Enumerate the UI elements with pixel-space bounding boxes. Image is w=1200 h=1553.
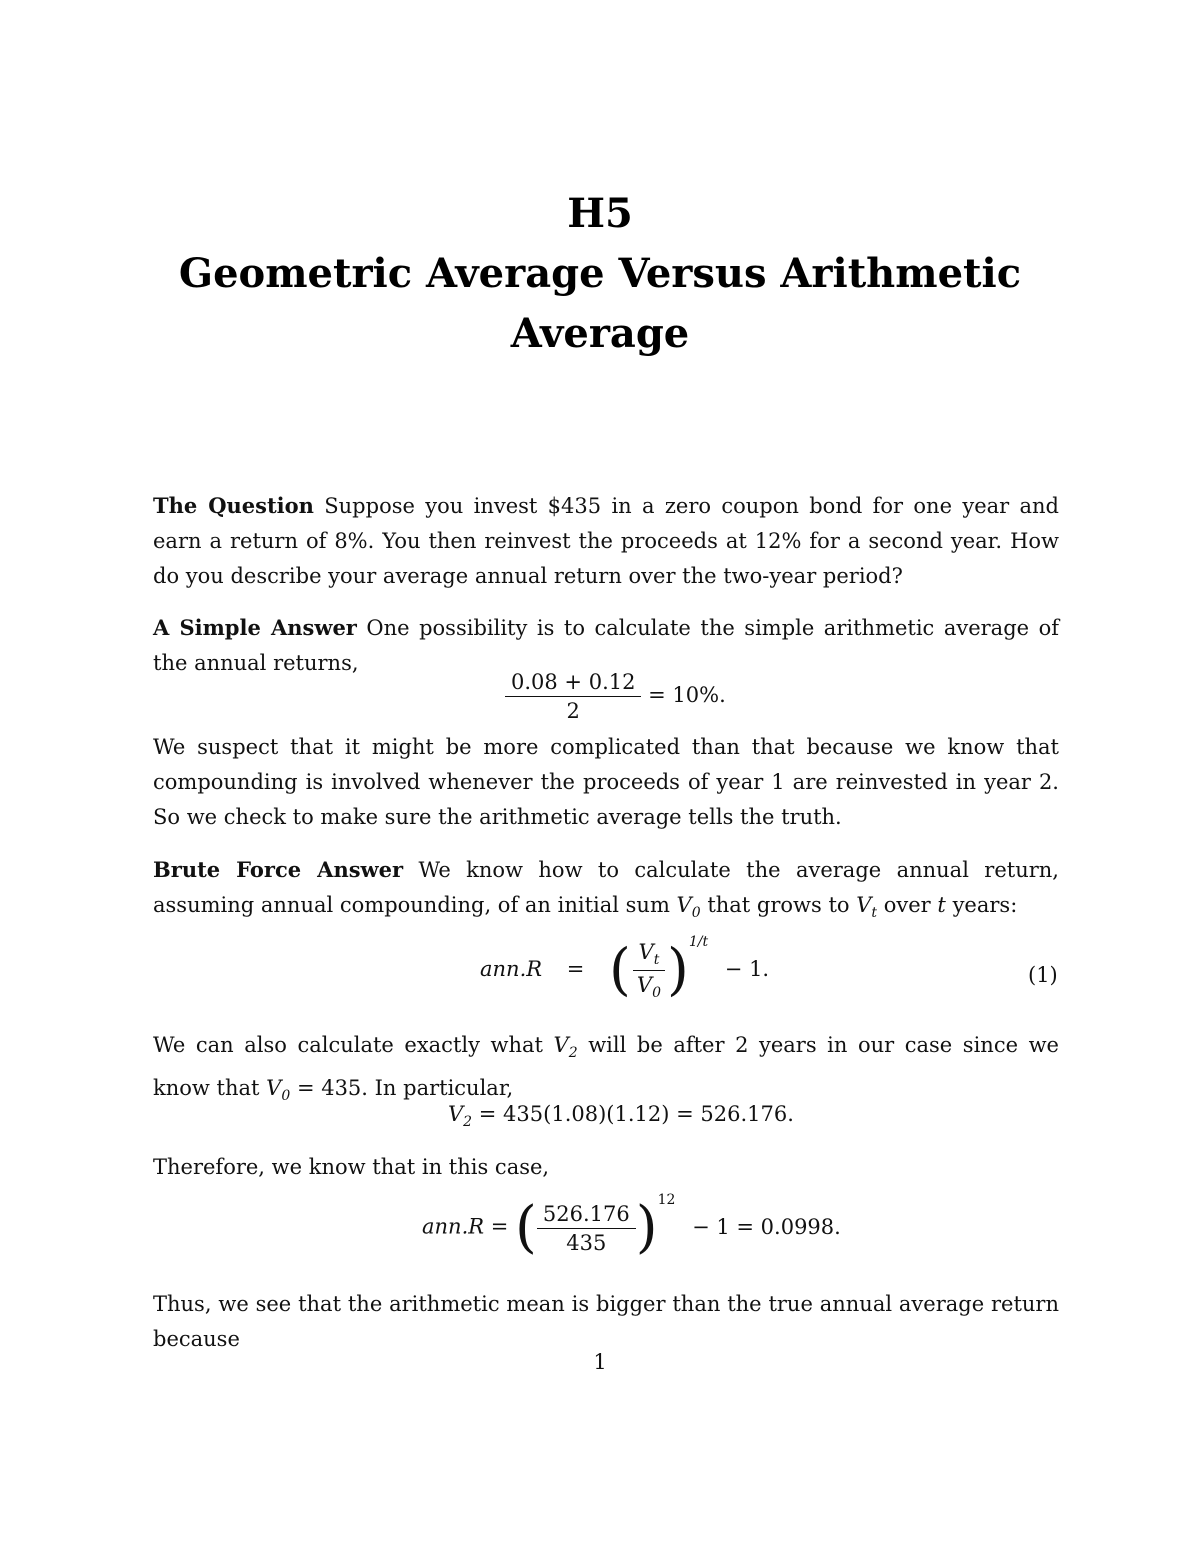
therefore-text: Therefore, we know that in this case, <box>153 1155 550 1179</box>
fraction-numerator: 0.08 + 0.12 <box>505 670 641 697</box>
page-number: 1 <box>593 1350 607 1374</box>
brute-force-paragraph <box>153 852 1059 931</box>
brute-force-heading: Brute Force Answer <box>153 857 404 882</box>
eq2-exponent: 12 <box>657 1191 676 1208</box>
eq1-lhs: ann.R <box>480 957 543 982</box>
eq2-rhs: − 1 = 0.0998. <box>692 1214 841 1239</box>
brute-force-text-b: that grows to <box>707 893 850 917</box>
fraction-denominator: 2 <box>566 699 580 723</box>
suspect-paragraph: We suspect that it might be more complicated than that because we know that compounding is involved whenever the proceeds of year 1 are reinvested in year 2. So we check to make sure the arithmetic average tells the truth. <box>153 735 1059 829</box>
thus-paragraph: Thus, we see that the arithmetic mean is bigger than the true annual average return because <box>153 1292 1059 1351</box>
equation-1 <box>480 934 770 1003</box>
eq2-lhs: ann.R = <box>422 1214 509 1239</box>
page-title: Geometric Average Versus Arithmetic <box>178 250 1022 297</box>
calculation-paragraph: We can also calculate exactly what $V_2$ will be after 2 years in our case since we know that $V_0 = 435$. In particular, <box>153 1033 1059 1105</box>
arithmetic-fraction <box>505 670 641 723</box>
symbol-vt: $V_t$ <box>856 893 878 922</box>
brute-force-text-c: over <box>883 893 931 917</box>
eq1-fraction: $\frac{V_t}{V_0}$ <box>631 940 667 1001</box>
section-code: H5 <box>567 190 633 237</box>
eq1-equals: = <box>566 957 585 982</box>
symbol-v0: $V_0$ <box>676 893 701 922</box>
arithmetic-average-equation <box>505 670 726 723</box>
left-paren: ( <box>609 937 631 1003</box>
symbol-v0-calc: $V_0$ <box>266 1076 291 1105</box>
question-text: Suppose you invest $435 in a zero coupon bond for one year and earn a return of 8%. You then reinvest the proceeds at 12% for a second year. How do you describe your average annual return over the two-year period? <box>153 494 1060 588</box>
v2-equation: $V_2 = 435(1.08)(1.12) = 526.176$. <box>448 1102 794 1131</box>
question-paragraph <box>153 488 1059 594</box>
page-title-continued: Average <box>510 310 690 357</box>
symbol-v2: $V_2$ <box>553 1033 578 1062</box>
simple-answer-heading: A Simple Answer <box>153 615 357 640</box>
equation-number: (1) <box>1028 963 1058 987</box>
eq1-exponent: 1/t <box>688 934 709 951</box>
ann-r-equation: ann.R = ( $\frac{526.176}{435}$ )$^{12}$ − 1 = 0.0998. <box>422 1191 841 1260</box>
simple-answer-text: One possibility is to calculate the simple arithmetic average of the annual returns, <box>153 616 1059 675</box>
question-heading: The Question <box>153 493 314 518</box>
brute-force-text-a: We know how to calculate the average annual return, assuming annual compounding, of an initial sum <box>153 858 1059 917</box>
eq1-rhs: − 1. <box>724 957 770 982</box>
equation-result: = 10%. <box>648 683 726 707</box>
symbol-t: t <box>937 893 946 917</box>
eq2-fraction: $\frac{526.176}{435}$ <box>537 1202 636 1255</box>
right-paren: ) <box>667 937 689 1003</box>
brute-force-text-d: years: <box>952 893 1018 917</box>
